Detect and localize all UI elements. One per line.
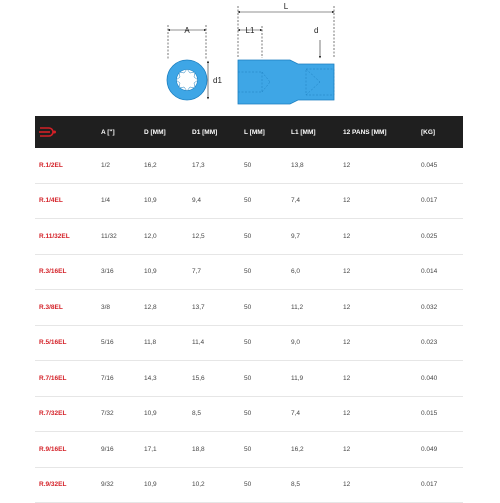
cell-d1: 8,5 bbox=[188, 396, 240, 432]
cell-a: 9/16 bbox=[97, 432, 140, 468]
cell-l: 50 bbox=[240, 254, 287, 290]
cell-l: 50 bbox=[240, 467, 287, 503]
header-d1: D1 [MM] bbox=[188, 116, 240, 148]
product-reference[interactable]: R.3/16EL bbox=[35, 254, 97, 290]
cell-l: 50 bbox=[240, 219, 287, 255]
product-reference[interactable]: R.3/8EL bbox=[35, 290, 97, 326]
header-kg: [KG] bbox=[417, 116, 463, 148]
header-brand-cell bbox=[35, 116, 97, 148]
cell-a: 11/32 bbox=[97, 219, 140, 255]
table-row bbox=[35, 467, 463, 503]
socket-end-view bbox=[167, 60, 207, 100]
cell-a: 5/16 bbox=[97, 325, 140, 361]
table-row bbox=[35, 396, 463, 432]
table-row bbox=[35, 432, 463, 468]
cell-d: 17,1 bbox=[140, 432, 188, 468]
diagram-label-a: A bbox=[184, 26, 190, 35]
cell-l: 50 bbox=[240, 432, 287, 468]
cell-l1: 6,0 bbox=[287, 254, 339, 290]
cell-l1: 9,7 bbox=[287, 219, 339, 255]
cell-12-pans: 12 bbox=[339, 396, 417, 432]
cell-l: 50 bbox=[240, 183, 287, 219]
cell-kg: 0.015 bbox=[417, 396, 463, 432]
cell-a: 7/16 bbox=[97, 361, 140, 397]
diagram-label-l: L bbox=[283, 2, 289, 11]
cell-d1: 9,4 bbox=[188, 183, 240, 219]
cell-kg: 0.023 bbox=[417, 325, 463, 361]
cell-12-pans: 12 bbox=[339, 290, 417, 326]
product-reference[interactable]: R.9/32EL bbox=[35, 467, 97, 503]
cell-a: 3/16 bbox=[97, 254, 140, 290]
cell-kg: 0.017 bbox=[417, 183, 463, 219]
cell-d1: 11,4 bbox=[188, 325, 240, 361]
cell-l1: 11,2 bbox=[287, 290, 339, 326]
cell-12-pans: 12 bbox=[339, 467, 417, 503]
cell-d1: 7,7 bbox=[188, 254, 240, 290]
cell-d: 10,9 bbox=[140, 396, 188, 432]
cell-l: 50 bbox=[240, 361, 287, 397]
table-row bbox=[35, 254, 463, 290]
cell-d1: 18,8 bbox=[188, 432, 240, 468]
cell-d1: 15,6 bbox=[188, 361, 240, 397]
cell-12-pans: 12 bbox=[339, 148, 417, 183]
cell-12-pans: 12 bbox=[339, 325, 417, 361]
product-reference[interactable]: R.1/4EL bbox=[35, 183, 97, 219]
cell-l1: 9,0 bbox=[287, 325, 339, 361]
cell-kg: 0.049 bbox=[417, 432, 463, 468]
diagram-label-l1: L1 bbox=[245, 26, 255, 35]
product-reference[interactable]: R.5/16EL bbox=[35, 325, 97, 361]
cell-d: 11,8 bbox=[140, 325, 188, 361]
cell-kg: 0.032 bbox=[417, 290, 463, 326]
cell-l1: 13,8 bbox=[287, 148, 339, 183]
header-12-pans: 12 PANS [MM] bbox=[339, 116, 417, 148]
diagram-label-d: d bbox=[314, 26, 319, 35]
table-row bbox=[35, 361, 463, 397]
cell-l: 50 bbox=[240, 325, 287, 361]
socket-specs-table bbox=[35, 116, 463, 503]
cell-a: 1/4 bbox=[97, 183, 140, 219]
cell-d: 10,9 bbox=[140, 183, 188, 219]
cell-12-pans: 12 bbox=[339, 219, 417, 255]
cell-kg: 0.017 bbox=[417, 467, 463, 503]
header-a: A ["] bbox=[97, 116, 140, 148]
cell-kg: 0.014 bbox=[417, 254, 463, 290]
table-row bbox=[35, 148, 463, 183]
table-row bbox=[35, 219, 463, 255]
cell-12-pans: 12 bbox=[339, 432, 417, 468]
product-reference[interactable]: R.11/32EL bbox=[35, 219, 97, 255]
table-row bbox=[35, 290, 463, 326]
cell-l: 50 bbox=[240, 290, 287, 326]
facom-logo-icon bbox=[39, 127, 57, 137]
cell-kg: 0.040 bbox=[417, 361, 463, 397]
cell-l1: 11,9 bbox=[287, 361, 339, 397]
cell-d: 12,0 bbox=[140, 219, 188, 255]
cell-d1: 13,7 bbox=[188, 290, 240, 326]
cell-l: 50 bbox=[240, 396, 287, 432]
product-reference[interactable]: R.7/16EL bbox=[35, 361, 97, 397]
socket-side-view bbox=[238, 60, 334, 104]
product-reference[interactable]: R.9/16EL bbox=[35, 432, 97, 468]
cell-l1: 7,4 bbox=[287, 396, 339, 432]
cell-12-pans: 12 bbox=[339, 254, 417, 290]
cell-12-pans: 12 bbox=[339, 183, 417, 219]
cell-kg: 0.025 bbox=[417, 219, 463, 255]
cell-l1: 7,4 bbox=[287, 183, 339, 219]
cell-a: 3/8 bbox=[97, 290, 140, 326]
cell-d: 14,3 bbox=[140, 361, 188, 397]
cell-l: 50 bbox=[240, 148, 287, 183]
socket-dimension-diagram bbox=[0, 0, 500, 115]
cell-d: 16,2 bbox=[140, 148, 188, 183]
header-l: L [MM] bbox=[240, 116, 287, 148]
table-header-row bbox=[35, 116, 463, 148]
cell-d1: 12,5 bbox=[188, 219, 240, 255]
product-reference[interactable]: R.7/32EL bbox=[35, 396, 97, 432]
cell-d1: 17,3 bbox=[188, 148, 240, 183]
cell-l1: 8,5 bbox=[287, 467, 339, 503]
cell-a: 9/32 bbox=[97, 467, 140, 503]
product-reference[interactable]: R.1/2EL bbox=[35, 148, 97, 183]
cell-d1: 10,2 bbox=[188, 467, 240, 503]
cell-d: 12,8 bbox=[140, 290, 188, 326]
header-l1: L1 [MM] bbox=[287, 116, 339, 148]
table-row bbox=[35, 325, 463, 361]
table-body bbox=[35, 148, 463, 503]
cell-d: 10,9 bbox=[140, 467, 188, 503]
header-d: D [MM] bbox=[140, 116, 188, 148]
diagram-label-d1: d1 bbox=[213, 76, 222, 85]
table-row bbox=[35, 183, 463, 219]
cell-a: 1/2 bbox=[97, 148, 140, 183]
cell-kg: 0.045 bbox=[417, 148, 463, 183]
cell-12-pans: 12 bbox=[339, 361, 417, 397]
cell-a: 7/32 bbox=[97, 396, 140, 432]
cell-d: 10,9 bbox=[140, 254, 188, 290]
cell-l1: 16,2 bbox=[287, 432, 339, 468]
